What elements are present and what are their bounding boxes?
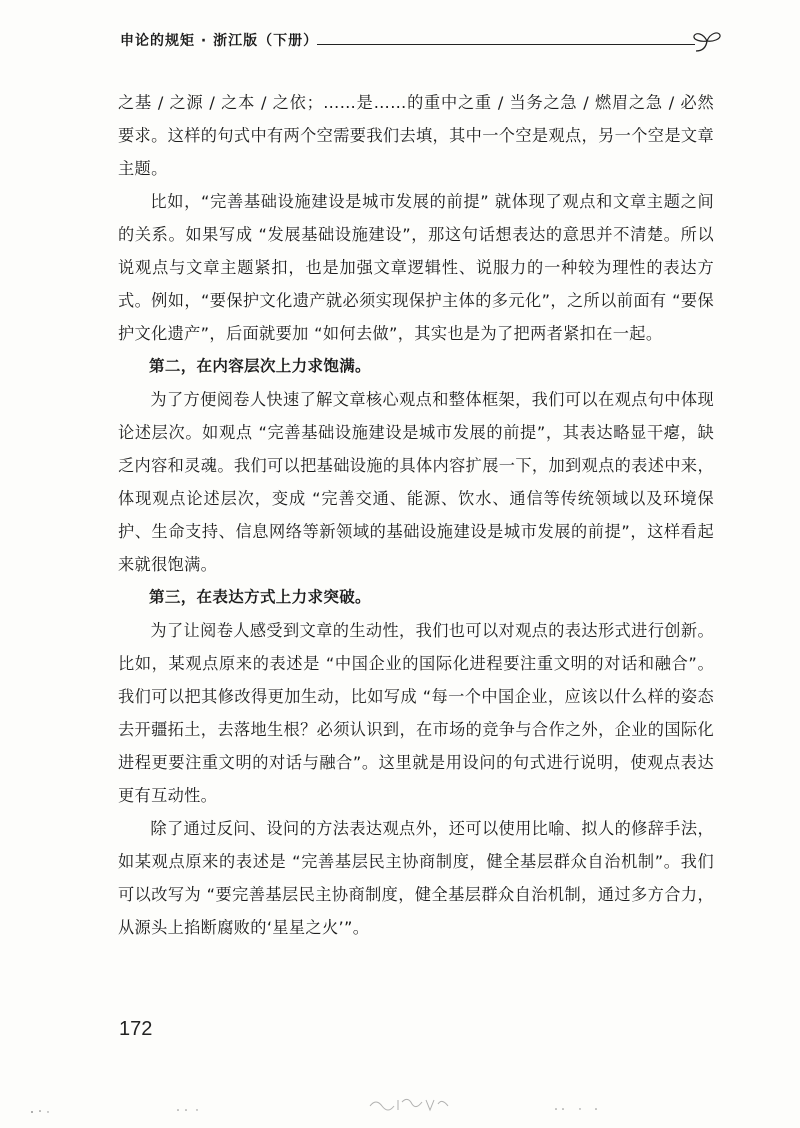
paragraph-expression: 为了让阅卷人感受到文章的生动性，我们也可以对观点的表达形式进行创新。比如，某观点原来的表述是 “中国企业的国际化进程要注重文明的对话和融合”。我们可以把其修改得更加生动，比如写成 “每一个中国企业，应该以什么样的姿态去开疆拓土，去落地生根？必须认识到，在市场的竞争与合作之外，企业的国际化进程更要注重文明的对话与融合”。这里就是用设问的句式进行说明，使观点表达更有互动性。 — [118, 621, 714, 805]
scan-noise — [0, 1100, 800, 1120]
section-heading-third: 第三，在表达方式上力求突破。 — [149, 588, 371, 606]
paragraph-rhetoric: 除了通过反问、设问的方法表达观点外，还可以使用比喻、拟人的修辞手法，如某观点原来的表述是 “完善基层民主协商制度，健全基层群众自治机制”。我们可以改写为 “要完善基层民主协商制度，健全基层群众自治机制，通过多方合力，从源头上掐断腐败的‘星星之火’”。 — [118, 819, 714, 937]
paragraph-content-levels: 为了方便阅卷人快速了解文章核心观点和整体框架，我们可以在观点句中体现论述层次。如观点 “完善基础设施建设是城市发展的前提”，其表达略显干瘪，缺乏内容和灵魂。我们可以把基础设施的具体内容扩展一下，加到观点的表述中来，体现观点论述层次，变成 “完善交通、能源、饮水、通信等传统领域以及环境保护、生命支持、信息网络等新领域的基础设施建设是城市发展的前提”，这样看起来就很饱满。 — [118, 390, 714, 574]
running-header — [120, 28, 720, 58]
page-number: 172 — [119, 1018, 153, 1040]
section-heading-second: 第二，在内容层次上力求饱满。 — [149, 357, 371, 375]
paragraph-example: 比如，“完善基础设施建设是城市发展的前提” 就体现了观点和文章主题之间的关系。如果写成 “发展基础设施建设”，那这句话想表达的意思并不清楚。所以说观点与文章主题紧扣，也是加强文章逻辑性、说服力的一种较为理性的表达方式。例如，“要保护文化遗产就必须实现保护主体的多元化”，之所以前面有 “要保护文化遗产”，后面就要加 “如何去做”，其实也是为了把两者紧扣在一起。 — [118, 192, 714, 343]
book-title: 申论的规矩 · 浙江版（下册） — [120, 33, 319, 49]
header-rule — [317, 44, 695, 45]
sprout-icon — [690, 28, 724, 56]
paragraph-continuation: 之基 / 之源 / 之本 / 之依；……是……的重中之重 / 当务之急 / 燃眉之急 / 必然要求。这样的句式中有两个空需要我们去填，其中一个空是观点，另一个空是文章主题。 — [118, 93, 714, 178]
body-text — [118, 86, 714, 944]
